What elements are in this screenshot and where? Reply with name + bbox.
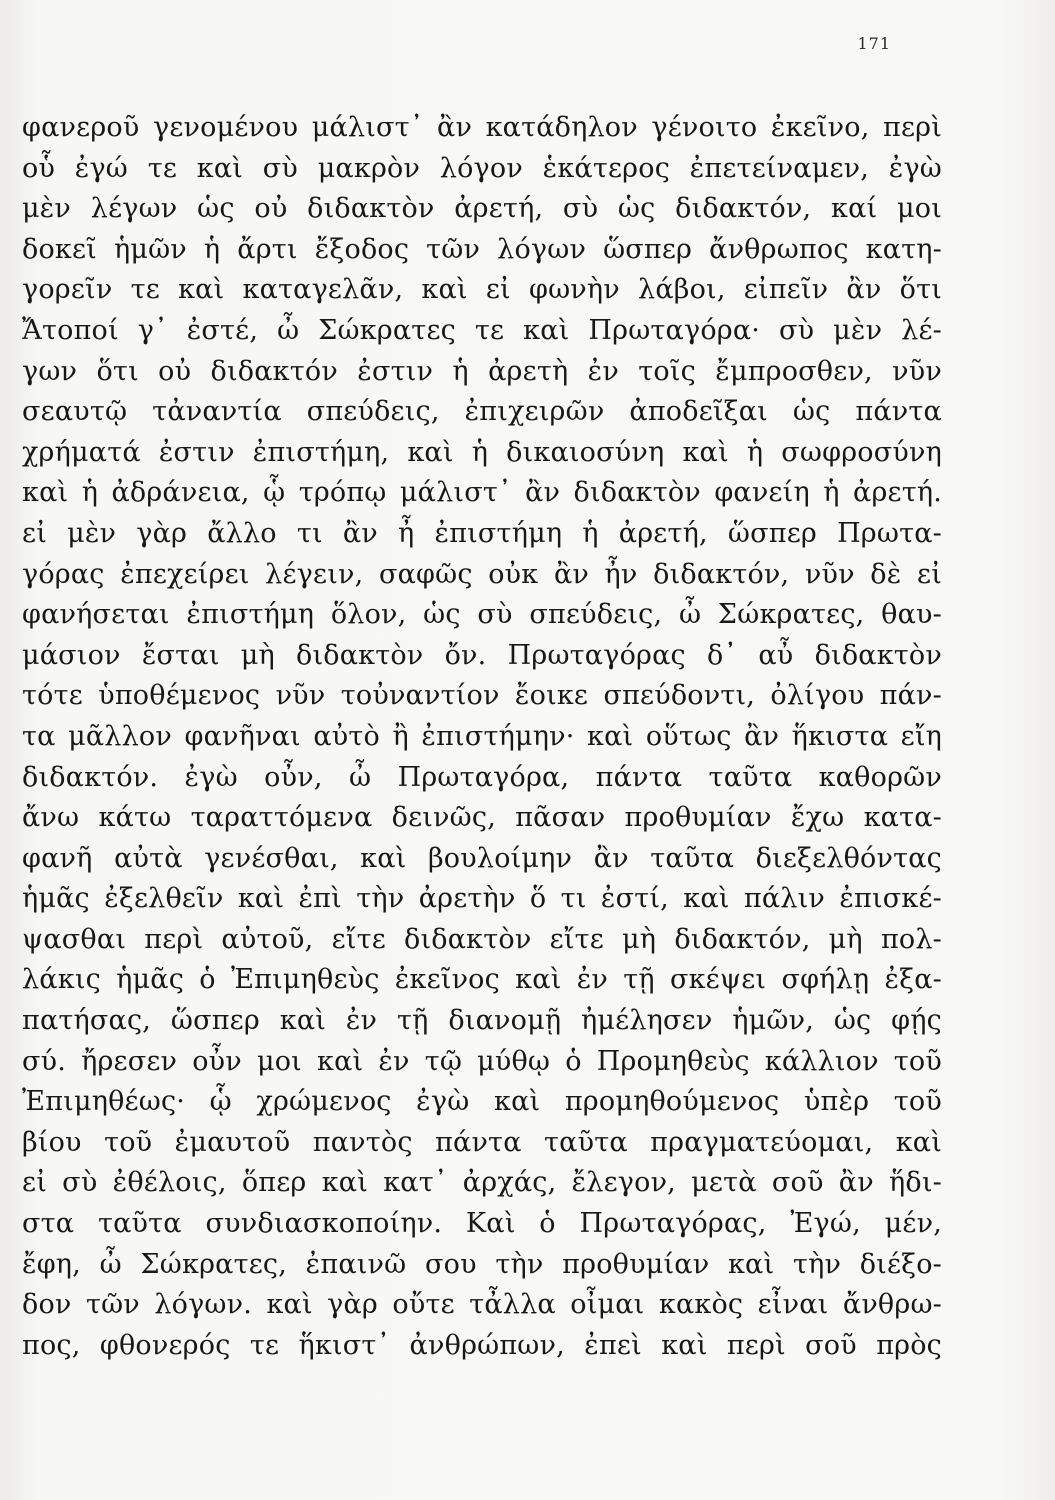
text-line: ἄνω κάτω ταραττόμενα δεινῶς, πᾶσαν προθυμίαν ἔχω κατα-: [22, 802, 942, 834]
text-line: χρήματά ἐστιν ἐπιστήμη, καὶ ἡ δικαιοσύνη καὶ ἡ σωφροσύνη: [22, 436, 942, 468]
text-line: τα μᾶλλον φανῆναι αὐτὸ ἢ ἐπιστήμην· καὶ οὕτως ἂν ἥκιστα εἴη: [22, 720, 942, 752]
text-line: πος, φθονερός τε ἥκιστ᾽ ἀνθρώπων, ἐπεὶ καὶ περὶ σοῦ πρὸς: [22, 1329, 942, 1361]
text-line: πατήσας, ὥσπερ καὶ ἐν τῇ διανομῇ ἠμέλησεν ἡμῶν, ὡς φῄς: [22, 1005, 942, 1037]
text-line: εἰ μὲν γὰρ ἄλλο τι ἂν ἦ ἐπιστήμη ἡ ἀρετή, ὥσπερ Πρωτα-: [22, 517, 942, 549]
text-line: γων ὅτι οὐ διδακτόν ἐστιν ἡ ἀρετὴ ἐν τοῖς ἔμπροσθεν, νῦν: [22, 355, 942, 387]
text-line: στα ταῦτα συνδιασκοποίην. Καὶ ὁ Πρωταγόρας, Ἐγώ, μέν,: [22, 1208, 942, 1240]
text-line: λάκις ἡμᾶς ὁ Ἐπιμηθεὺς ἐκεῖνος καὶ ἐν τῇ σκέψει σφήλῃ ἐξα-: [22, 964, 942, 996]
text-line: φανεροῦ γενομένου μάλιστ᾽ ἂν κατάδηλον γένοιτο ἐκεῖνο, περὶ: [22, 112, 942, 143]
text-line: δοκεῖ ἡμῶν ἡ ἄρτι ἔξοδος τῶν λόγων ὥσπερ ἄνθρωπος κατη-: [22, 233, 942, 265]
text-line: τότε ὑποθέμενος νῦν τοὐναντίον ἔοικε σπεύδοντι, ὀλίγου πάν-: [22, 680, 942, 712]
text-line: φανήσεται ἐπιστήμη ὅλον, ὡς σὺ σπεύδεις, ὦ Σώκρατες, θαυ-: [22, 599, 942, 631]
text-line: καὶ ἡ ἀδράνεια, ᾧ τρόπῳ μάλιστ᾽ ἂν διδακτὸν φανείη ἡ ἀρετή.: [22, 477, 942, 509]
text-line: μὲν λέγων ὡς οὐ διδακτὸν ἀρετή, σὺ ὡς διδακτόν, καί μοι: [22, 193, 942, 225]
text-line: δον τῶν λόγων. καὶ γὰρ οὔτε τἆλλα οἶμαι κακὸς εἶναι ἄνθρω-: [22, 1289, 942, 1321]
text-line: σεαυτῷ τἀναντία σπεύδεις, ἐπιχειρῶν ἀποδεῖξαι ὡς πάντα: [22, 396, 942, 428]
text-line: βίου τοῦ ἐμαυτοῦ παντὸς πάντα ταῦτα πραγματεύομαι, καὶ: [22, 1126, 942, 1158]
text-line: εἰ σὺ ἐθέλοις, ὅπερ καὶ κατ᾽ ἀρχάς, ἔλεγον, μετὰ σοῦ ἂν ἥδι-: [22, 1167, 942, 1199]
text-line: ψασθαι περὶ αὐτοῦ, εἴτε διδακτὸν εἴτε μὴ διδακτόν, μὴ πολ-: [22, 923, 942, 955]
text-line: διδακτόν. ἐγὼ οὖν, ὦ Πρωταγόρα, πάντα ταῦτα καθορῶν: [22, 761, 942, 793]
text-line: ἔφη, ὦ Σώκρατες, ἐπαινῶ σου τὴν προθυμίαν καὶ τὴν διέξο-: [22, 1248, 942, 1280]
text-line: ἡμᾶς ἐξελθεῖν καὶ ἐπὶ τὴν ἀρετὴν ὅ τι ἐστί, καὶ πάλιν ἐπισκέ-: [22, 883, 942, 915]
text-line: οὗ ἐγώ τε καὶ σὺ μακρὸν λόγον ἑκάτερος ἐπετείναμεν, ἐγὼ: [22, 152, 942, 184]
greek-text-block: [22, 108, 942, 1366]
text-line: Ἐπιμηθέως· ᾧ χρώμενος ἐγὼ καὶ προμηθούμενος ὑπὲρ τοῦ: [22, 1086, 942, 1118]
text-line: γόρας ἐπεχείρει λέγειν, σαφῶς οὐκ ἂν ἦν διδακτόν, νῦν δὲ εἰ: [22, 558, 942, 590]
text-line: μάσιον ἔσται μὴ διδακτὸν ὄν. Πρωταγόρας δ᾽ αὖ διδακτὸν: [22, 639, 942, 671]
text-line: γορεῖν τε καὶ καταγελᾶν, καὶ εἰ φωνὴν λάβοι, εἰπεῖν ἂν ὅτι: [22, 274, 942, 306]
page-number: 171: [857, 34, 891, 53]
text-line: Ἄτοποί γ᾽ ἐστέ, ὦ Σώκρατες τε καὶ Πρωταγόρα· σὺ μὲν λέ-: [22, 314, 942, 346]
text-line: φανῆ αὐτὰ γενέσθαι, καὶ βουλοίμην ἂν ταῦτα διεξελθόντας: [22, 842, 942, 874]
text-line: σύ. ἤρεσεν οὖν μοι καὶ ἐν τῷ μύθῳ ὁ Προμηθεὺς κάλλιον τοῦ: [22, 1045, 942, 1077]
